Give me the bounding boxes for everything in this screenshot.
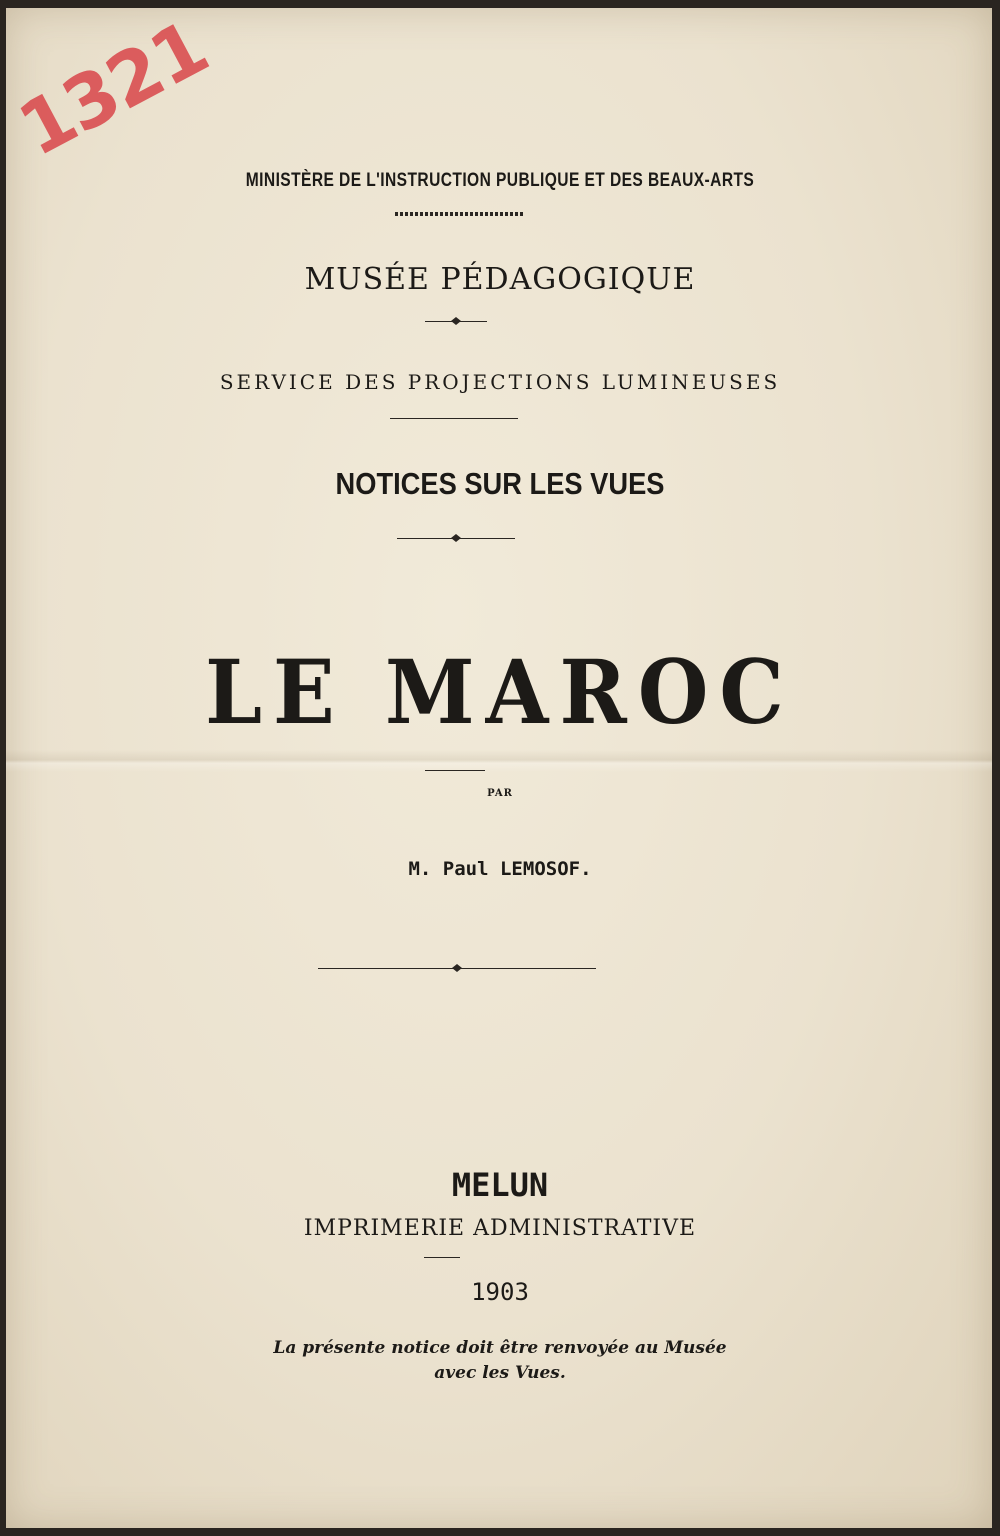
- museum-heading: MUSÉE PÉDAGOGIQUE: [304, 262, 696, 297]
- long-ornament-divider: [318, 968, 596, 969]
- return-notice: [0, 1336, 1000, 1386]
- main-title: LE MAROC: [205, 640, 795, 744]
- author-name: M. Paul LEMOSOF.: [408, 858, 592, 880]
- short-rule: [425, 770, 485, 771]
- handwritten-number: 1321: [5, 4, 221, 174]
- rule-divider: [390, 418, 518, 419]
- printer-name: IMPRIMERIE ADMINISTRATIVE: [303, 1216, 697, 1241]
- return-notice-line-1: La présente notice doit être renvoyée au Musée: [273, 1338, 727, 1358]
- publisher-city: MELUN: [451, 1166, 549, 1204]
- ministry-heading: MINISTÈRE DE L'INSTRUCTION PUBLIQUE ET DES BEAUX-ARTS: [245, 170, 755, 191]
- service-heading: SERVICE DES PROJECTIONS LUMINEUSES: [219, 370, 781, 394]
- small-rule: [424, 1257, 460, 1258]
- ornament-divider-2: [397, 538, 515, 539]
- wavy-divider: [395, 212, 525, 216]
- ornament-divider: [425, 321, 487, 322]
- publication-year: 1903: [471, 1278, 529, 1306]
- return-notice-line-2: avec les Vues.: [434, 1363, 566, 1383]
- notices-heading: NOTICES SUR LES VUES: [335, 466, 665, 501]
- paper-fold: [6, 750, 992, 772]
- by-label: PAR: [487, 788, 513, 799]
